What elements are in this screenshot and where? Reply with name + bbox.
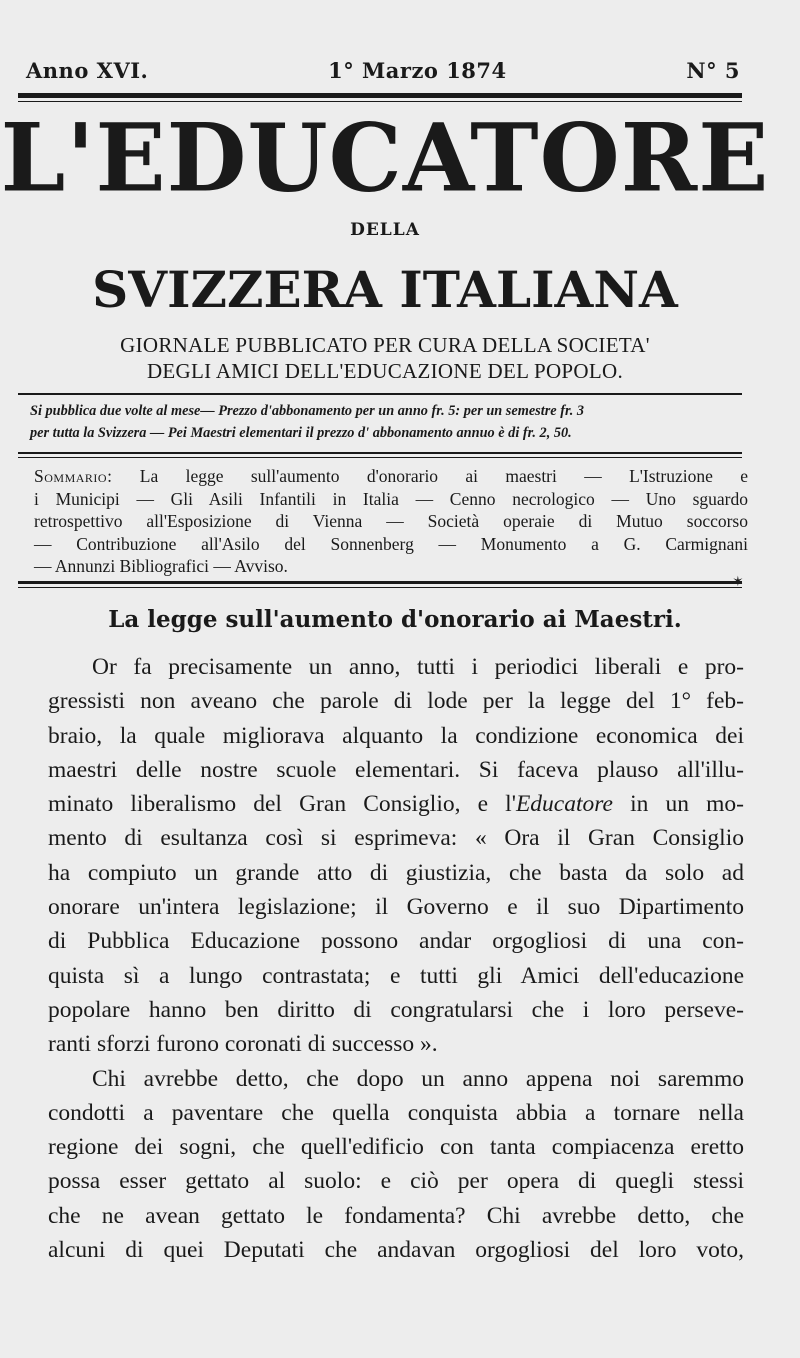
issue-number: N° 5 <box>686 58 740 83</box>
article-line: ranti sforzi furono coronati di successo ». <box>48 1031 438 1058</box>
article-line: onorare un'intera legislazione; il Governo e il suo Dipartimento <box>48 894 744 921</box>
article-line: quista sì a lungo contrastata; e tutti gli Amici dell'educazione <box>48 962 744 989</box>
newspaper-title: L'EDUCATORE <box>0 102 770 214</box>
article-line: possa esser gettato al suolo: e ciò per opera di quegli stessi <box>48 1168 744 1195</box>
tagline-line-1: GIORNALE PUBBLICATO PER CURA DELLA SOCIETA' <box>120 333 650 357</box>
article-line: condotti a paventare che quella conquista abbia a tornare nella <box>48 1099 744 1126</box>
tagline-rule <box>18 393 742 395</box>
article-title: La legge sull'aumento d'onorario ai Maestri. <box>108 606 682 633</box>
toc-line: — Annunzi Bibliografici — Avviso. <box>34 556 288 576</box>
title-della: DELLA <box>350 220 420 240</box>
tagline <box>0 332 770 384</box>
table-of-contents <box>34 465 748 578</box>
toc-rule-a <box>18 581 742 584</box>
article-line: di Pubblica Educazione possono andar orgogliosi di una con- <box>48 928 744 955</box>
article-line: minato liberalismo del Gran Consiglio, e l'Educatore in un mo- <box>48 791 744 818</box>
newspaper-subtitle: SVIZZERA ITALIANA <box>92 260 678 319</box>
toc-line: i Municipi — Gli Asili Infantili in Italia — Cenno necrologico — Uno sguardo <box>34 488 748 509</box>
article-line: popolare hanno ben diritto di congratularsi che i loro perseve- <box>48 996 744 1023</box>
subscription-rule-b <box>18 457 742 458</box>
toc-line: Sommario: La legge sull'aumento d'onorario ai maestri — L'Istruzione e <box>34 466 748 486</box>
masthead-rule-thick <box>18 93 742 98</box>
subscription-rule-a <box>18 452 742 454</box>
article-line: ha compiuto un grande atto di giustizia, che basta da solo ad <box>48 859 744 886</box>
tagline-line-2: DEGLI AMICI DELL'EDUCAZIONE DEL POPOLO. <box>146 359 624 383</box>
toc-line: — Contribuzione all'Asilo del Sonnenberg — Monumento a G. Carmignani <box>34 533 748 554</box>
masthead-rule-thin <box>18 101 742 102</box>
educatore-italic: Educatore <box>515 791 613 818</box>
article-line: regione dei sogni, che quell'edificio con tanta compiacenza eretto <box>48 1134 744 1161</box>
article-line: Chi avrebbe detto, che dopo un anno appena noi saremmo <box>92 1065 744 1092</box>
toc-label: Sommario: <box>34 466 113 486</box>
volume-year: Anno XVI. <box>26 58 149 83</box>
issue-date: 1° Marzo 1874 <box>328 58 507 83</box>
subscription-info <box>30 400 758 444</box>
article-line: gressisti non aveano che parole di lode per la legge del 1° feb- <box>48 688 744 715</box>
article-line: che ne avean gettato le fondamenta? Chi avrebbe detto, che <box>48 1202 744 1229</box>
ornament-star-icon: ✶ <box>732 575 744 590</box>
masthead-dateline <box>26 58 740 83</box>
article-line: alcuni di quei Deputati che andavan orgogliosi del loro voto, <box>48 1237 744 1264</box>
article-body <box>48 650 744 1267</box>
article-line: Or fa precisamente un anno, tutti i periodici liberali e pro- <box>92 654 744 680</box>
article-line: maestri delle nostre scuole elementari. Si faceva plauso all'illu- <box>48 756 744 783</box>
subscription-line-2: per tutta la Svizzera — Pei Maestri elementari il prezzo d' abbonamento annuo è di fr. 2, 50. <box>30 425 572 441</box>
toc-rule-b <box>18 587 742 588</box>
subscription-line-1: Si pubblica due volte al mese— Prezzo d'abbonamento per un anno fr. 5: per un semestre fr. 3 <box>30 403 585 419</box>
article-line: mento di esultanza così si esprimeva: « Ora il Gran Consiglio <box>48 825 744 852</box>
toc-line: retrospettivo all'Esposizione di Vienna — Società operaie di Mutuo soccorso <box>34 511 748 531</box>
article-line: braio, la quale migliorava alquanto la condizione economica dei <box>48 722 744 749</box>
